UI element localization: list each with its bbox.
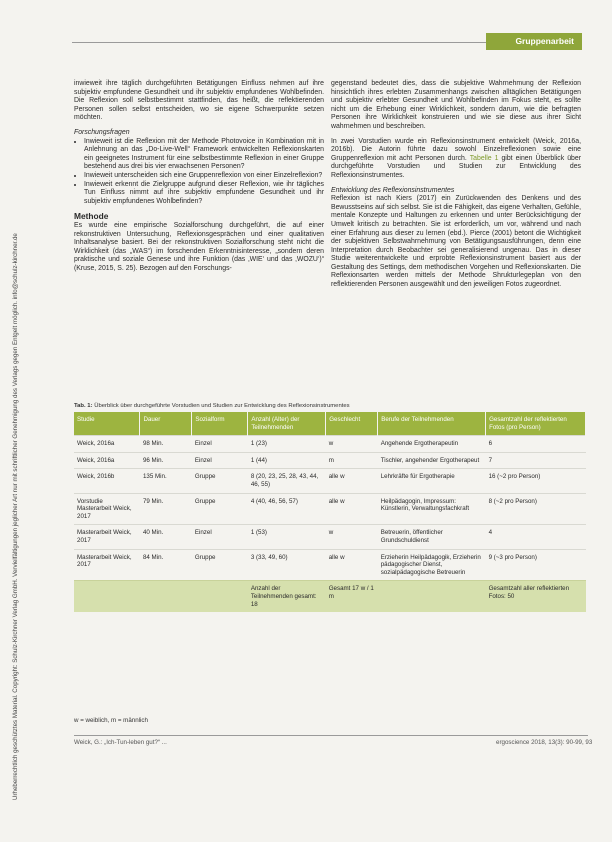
table-cell: Lehrkräfte für Ergotherapie bbox=[378, 469, 486, 493]
table-cell: Einzel bbox=[192, 452, 248, 469]
table-caption-label: Tab. 1: bbox=[74, 403, 93, 409]
table-cell: 1 (53) bbox=[248, 525, 326, 549]
research-question: • Inwieweit unterscheiden sich eine Gruppenreflexion von einer Einzelreflexion? bbox=[84, 172, 324, 181]
table-cell: Einzel bbox=[192, 436, 248, 453]
table-cell: Weick, 2016a bbox=[74, 452, 140, 469]
paragraph-2-text: In zwei Vorstudien wurde ein Reflexionsinstrument entwickelt (Weick, 2016a, 2016b). Die Autorin führte dazu sowohl Einzelreflexionen sowie eine Gruppenreflexion mit acht Personen durch. bbox=[331, 137, 581, 162]
column-header: Geschlecht bbox=[326, 412, 378, 436]
table-cell: 84 Min. bbox=[140, 549, 192, 581]
table-row bbox=[74, 493, 586, 525]
table-cell: Vorstudie Masterarbeit Weick, 2017 bbox=[74, 493, 140, 525]
table-cell: Weick, 2016a bbox=[74, 436, 140, 453]
studies-table bbox=[74, 412, 586, 612]
table-total-row bbox=[74, 581, 586, 612]
table-legend: w = weiblich, m = männlich bbox=[74, 717, 148, 724]
intro-paragraph: inwieweit ihre täglich durchgeführten Betätigungen Einfluss nehmen auf ihre subjektiv empfundene Gesundheit und ihr subjektiv empfundenes Wohlbefinden. Die Reflexion soll selbstbestimmt stattfinden, das heißt, die reflektierenden Personen sollen selbst entscheiden, wo sie eigene Schwerpunkte setzen möchten. bbox=[74, 80, 324, 122]
table-cell: Anzahl der Teilnehmenden gesamt: 18 bbox=[248, 581, 326, 612]
table-cell: 8 (~2 pro Person) bbox=[486, 493, 586, 525]
paragraph-1: gegenstand bedeutet dies, dass die subjektive Wahrnehmung der Reflexion hinsichtlich ihres erlebten Zusammenhangs zwischen alltäglichen Betätigungen und subjektiv erlebter Gesundheit und Wohlbefinden im Fokus steht, es sollte nicht um die Erhebung einer Wirklichkeit, sondern darum, wie die befragten Personen ihre Wirklichkeit konstruieren und wie sie diese aus ihrer Sicht wahrnehmen und beschreiben. bbox=[331, 80, 581, 130]
paragraph-3: Reflexion ist nach Kiers (2017) ein Zurückwenden des Denkens und des Bewusstseins auf sich selbst. Sie ist die Fähigkeit, das eigene Verhalten, Gefühle, mentale Konzepte und Haltungen zu erkennen und unter Berücksichtigung der Umwelt kritisch zu betrachten. Sie ist erforderlich, um vor, während und nach einer Erfahrung aus dieser zu lernen (ebd.). Pierce (2001) betont die Wichtigkeit der subjektiven Selbstwahrnehmung von Betätigungsausführungen, denn eine Interpretation durch Beobachter sei generalisierend ungenau. Das in dieser Studie weiterentwickelte und erprobte Reflexionsinstrument basiert aus der Gestaltung des Settings, dem methodischen Vorgehen und Reflexionskarten. Die Reflexionsarten werden mittels der Methode Shrukturlegeplan von den reflektierenden Personen ausgewählt und den jeweiligen Fotos zugeordnet. bbox=[331, 195, 581, 289]
research-questions bbox=[74, 138, 324, 207]
left-column bbox=[74, 80, 324, 279]
table-cell: 3 (33, 49, 60) bbox=[248, 549, 326, 581]
table-caption bbox=[74, 403, 584, 409]
method-heading: Methode bbox=[74, 211, 109, 222]
table-cell: Gesamtzahl aller reflektierten Fotos: 50 bbox=[486, 581, 586, 612]
research-question: • Inwieweit ist die Reflexion mit der Methode Photovoice in Kombination mit in Anlehnung an das „Do-Live-Well“ Framework entwickelten Reflexionskarten ein geeignetes Instrument für eine selbstbestimmte Reflexion in einer Gruppe bestehend aus drei bis vier erwachsenen Personen? bbox=[84, 138, 324, 172]
paragraph-2-rest: gibt einen Überblick über durchgeführte Vorstudien und Studien zur Entwicklung des Reflexionsinstrumentes. bbox=[331, 154, 581, 179]
table-cell bbox=[140, 581, 192, 612]
column-header: Gesamtzahl der reflektierten Fotos (pro Person) bbox=[486, 412, 586, 436]
table-cell: 1 (44) bbox=[248, 452, 326, 469]
table-cell: 4 bbox=[486, 525, 586, 549]
table-cell: 6 bbox=[486, 436, 586, 453]
table-cell: 4 (40, 46, 56, 57) bbox=[248, 493, 326, 525]
table-cell: Heilpädagogin, Impressum: Künstlerin, Verwaltungsfachkraft bbox=[378, 493, 486, 525]
table-cell: 1 (23) bbox=[248, 436, 326, 453]
table-row bbox=[74, 525, 586, 549]
column-header: Studie bbox=[74, 412, 140, 436]
table-cell: Weick, 2016b bbox=[74, 469, 140, 493]
table-cell: alle w bbox=[326, 549, 378, 581]
table-cell: 96 Min. bbox=[140, 452, 192, 469]
table-cell: alle w bbox=[326, 493, 378, 525]
table-cell: alle w bbox=[326, 469, 378, 493]
footer-journal: ergoscience 2018, 13(3): 90-99, 93 bbox=[496, 739, 593, 746]
footer-citation: Weick, G.: „Ich-Tun-leben gut?“ ... bbox=[74, 739, 167, 746]
table-cell: 16 (~2 pro Person) bbox=[486, 469, 586, 493]
table-cell: Masterarbeit Weick, 2017 bbox=[74, 525, 140, 549]
table-cell: 7 bbox=[486, 452, 586, 469]
column-header: Berufe der Teilnehmenden bbox=[378, 412, 486, 436]
table-row bbox=[74, 549, 586, 581]
table-cell: m bbox=[326, 452, 378, 469]
table-cell: Betreuerin, öffentlicher Grundschuldienst bbox=[378, 525, 486, 549]
table-row bbox=[74, 436, 586, 453]
research-question: • Inwieweit erkennt die Zielgruppe aufgrund dieser Reflexion, wie ihr tägliches Tun Einfluss nimmt auf ihre subjektiv empfundene Gesundheit und ihr subjektiv empfundenes Wohlbefinden? bbox=[84, 181, 324, 207]
column-header: Anzahl (Alter) der Teilnehmenden bbox=[248, 412, 326, 436]
table-cell: 8 (20, 23, 25, 28, 43, 44, 46, 55) bbox=[248, 469, 326, 493]
table-row bbox=[74, 469, 586, 493]
right-column bbox=[331, 80, 581, 296]
copyright-text: Urheberrechtlich geschütztes Material. Copyright: Schulz-Kirchner Verlag GmbH. Vervielfältigungen jeglicher Art nur mit schriftlicher Genehmigung des Verlags gegen Entgelt möglich. info@schulz-kirchner.de bbox=[12, 233, 19, 800]
subsection-heading: Entwicklung des Reflexionsinstrumentes bbox=[331, 186, 455, 194]
table-cell: Erzieherin Heilpädagogik, Erzieherin pädagogischer Dienst, sozialpädagogische Betreuerin bbox=[378, 549, 486, 581]
column-header: Dauer bbox=[140, 412, 192, 436]
table-cell: Gruppe bbox=[192, 469, 248, 493]
table-cell: 79 Min. bbox=[140, 493, 192, 525]
table-reference-link[interactable]: Tabelle 1 bbox=[469, 154, 499, 162]
questions-heading: Forschungsfragen bbox=[74, 128, 130, 136]
header-rule bbox=[72, 42, 486, 43]
table-row bbox=[74, 452, 586, 469]
table-cell bbox=[74, 581, 140, 612]
table-cell: 135 Min. bbox=[140, 469, 192, 493]
table-cell: Gruppe bbox=[192, 549, 248, 581]
table-cell: Tischler, angehender Ergotherapeut bbox=[378, 452, 486, 469]
table-cell: 40 Min. bbox=[140, 525, 192, 549]
table-cell: Gesamt 17 w / 1 m bbox=[326, 581, 378, 612]
table-header-row bbox=[74, 412, 586, 436]
table-cell: w bbox=[326, 436, 378, 453]
table-cell: w bbox=[326, 525, 378, 549]
section-label: Gruppenarbeit bbox=[486, 33, 582, 50]
table-cell: Einzel bbox=[192, 525, 248, 549]
table-cell: Masterarbeit Weick, 2017 bbox=[74, 549, 140, 581]
paragraph-2 bbox=[331, 138, 581, 181]
copyright-side-note bbox=[12, 40, 24, 800]
footer-rule bbox=[74, 735, 588, 736]
table-cell: Angehende Ergotherapeutin bbox=[378, 436, 486, 453]
table-cell: 9 (~3 pro Person) bbox=[486, 549, 586, 581]
table-cell bbox=[192, 581, 248, 612]
method-paragraph: Es wurde eine empirische Sozialforschung durchgeführt, die auf einer rekonstruktiven Untersuchung, Reflexionsgesprächen und einer qualitativen Inhaltsanalyse basiert. Bei der rekonstruktiven Sozialforschung steht nicht die Wirklichkeit (das „WAS“) im forschenden Erkenntnisinteresse, „sondern deren praktische und soziale Genese und ihre Funktion (das ‚WIE‘ und das ‚WOZU‘)“ (Kruse, 2015, S. 25). Bezogen auf den Forschungs- bbox=[74, 221, 324, 272]
column-header: Sozialform bbox=[192, 412, 248, 436]
table-cell: 98 Min. bbox=[140, 436, 192, 453]
table-cell: Gruppe bbox=[192, 493, 248, 525]
table-cell bbox=[378, 581, 486, 612]
table-caption-text: Überblick über durchgeführte Vorstudien und Studien zur Entwicklung des Reflexionsinstrumentes bbox=[94, 403, 350, 409]
